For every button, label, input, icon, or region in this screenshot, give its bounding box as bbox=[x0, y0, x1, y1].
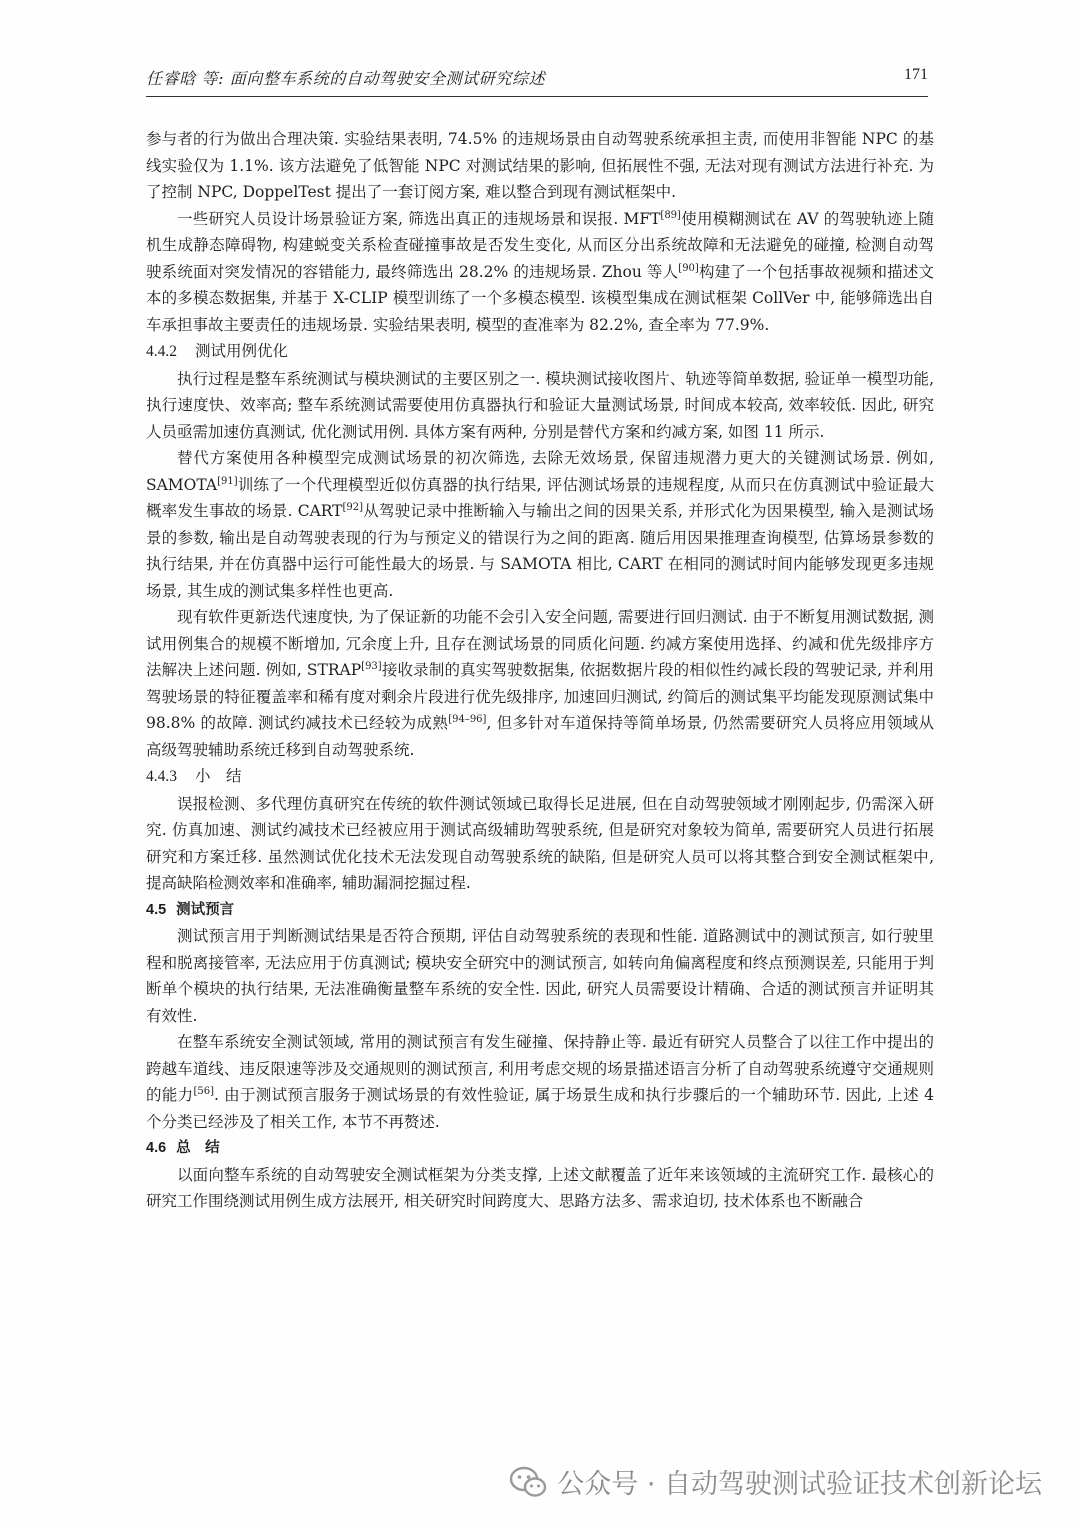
citation: [93] bbox=[361, 661, 382, 672]
citation: [91] bbox=[217, 475, 238, 487]
paragraph-8: 在整车系统安全测试领域, 常用的测试预言有发生碰撞、保持静止等. 最近有研究人员整合了以往工作中提出的跨越车道线、违反限速等涉及交通规则的测试预言, 利用考虑交规的场景描述语言分析了自动驾驶系统遵守交通规则的能力[56]. 由于测试预言服务于测试场景的有效性验证, 属于场景生成和执行步骤后的一个辅助环节. 因此, 上述 4 个分类已经涉及了相关工作, 本节不再赘述. bbox=[146, 1033, 934, 1131]
running-title: 任睿晗 等: 面向整车系统的自动驾驶安全测试研究综述 bbox=[146, 69, 546, 88]
page-number: 171 bbox=[904, 66, 928, 83]
paragraph-2: 一些研究人员设计场景验证方案, 筛选出真正的违规场景和误报. MFT[89]使用模糊测试在 AV 的驾驶轨迹上随机生成静态障碍物, 构建蜕变关系检查碰撞事故是否发生变化, 从而区分出系统故障和无法避免的碰撞, 检测自动驾驶系统面对突发情况的容错能力, 最终筛选出 28.2% 的违规场景. Zhou 等人[90]构建了一个包括事故视频和描述文本的多模态数据集, 并基于 X-CLIP 模型训练了一个多模态模型. 该模型集成在测试框架 CollVer 中, 能够筛选出自车承担事故主要责任的违规场景. 实验结果表明, 模型的查准率为 82.2%, 查全率为 77.9%. bbox=[146, 209, 934, 334]
paragraph-4: 替代方案使用各种模型完成测试场景的初次筛选, 去除无效场景, 保留违规潜力更大的关键测试场景. 例如, SAMOTA[91]训练了一个代理模型近似仿真器的执行结果, 评估测试场景的违规程度, 从而只在仿真测试中验证最大概率发生事故的场景. CART[92]从驾驶记录中推断输入与输出之间的因果关系, 并形式化为因果模型, 输入是测试场景的参数, 输出是自动驾驶表现的行为与预定义的错误行为之间的距离. 随后用因果推理查询模型, 估算场景参数的执行结果, 并在仿真器中运行可能性最大的场景. 与 SAMOTA 相比, CART 在相同的测试时间内能够发现更多违规场景, 其生成的测试集多样性也更高. bbox=[146, 449, 934, 600]
citation: [90] bbox=[678, 262, 699, 274]
paragraph-7: 测试预言用于判断测试结果是否符合预期, 评估自动驾驶系统的表现和性能. 道路测试中的测试预言, 如行驶里程和脱离接管率, 无法应用于仿真测试; 模块安全研究中的测试预言, 如转向角偏离程度和终点预测误差, 只能用于判断单个模块的执行结果, 无法准确衡量整车系统的安全性. 因此, 研究人员需要设计精确、合适的测试预言并证明其有效性. bbox=[146, 927, 934, 1025]
heading-4-5: 4.5 测试预言 bbox=[146, 901, 235, 918]
heading-4-4-3: 4.4.3 小 结 bbox=[146, 767, 242, 785]
heading-4-4-2: 4.4.2 测试用例优化 bbox=[146, 342, 289, 360]
paragraph-9: 以面向整车系统的自动驾驶安全测试框架为分类支撑, 上述文献覆盖了近年来该领域的主流研究工作. 最核心的研究工作围绕测试用例生成方法展开, 相关研究时间跨度大、思路方法多、需求迫切, 技术体系也不断融合 bbox=[146, 1165, 934, 1210]
heading-4-6: 4.6 总 结 bbox=[146, 1140, 220, 1156]
watermark-text: 公众号 · 自动驾驶测试验证技术创新论坛 bbox=[557, 1469, 1042, 1500]
paragraph-6: 误报检测、多代理仿真研究在传统的软件测试领域已取得长足进展, 但在自动驾驶领域才刚刚起步, 仍需深入研究. 仿真加速、测试约减技术已经被应用于测试高级辅助驾驶系统, 但是研究对象较为简单, 需要研究人员进行拓展研究和方案迁移. 虽然测试优化技术无法发现自动驾驶系统的缺陷, 但是研究人员可以将其整合到安全测试框架中, 提高缺陷检测效率和准确率, 辅助漏洞挖掘过程. bbox=[146, 794, 934, 892]
citation: [92] bbox=[342, 502, 364, 513]
citation: [56] bbox=[193, 1086, 214, 1097]
citation: [94–96] bbox=[448, 714, 487, 725]
wechat-icon bbox=[509, 1465, 547, 1499]
running-header bbox=[146, 62, 928, 97]
paragraph-5: 现有软件更新迭代速度快, 为了保证新的功能不会引入安全问题, 需要进行回归测试. 由于不断复用测试数据, 测试用例集合的规模不断增加, 冗余度上升, 且存在测试场景的同质化问题. 约减方案使用选择、约减和优先级排序方法解决上述问题. 例如, STRAP[93]接收录制的真实驾驶数据集, 依据数据片段的相似性约减长段的驾驶记录, 并利用驾驶场景的特征覆盖率和稀有度对剩余片段进行优先级排序, 加速回归测试, 约简后的测试集平均能发现原测试集中 98.8% 的故障. 测试约减技术已经较为成熟[94–96], 但多针对车道保持等简单场景, 仍然需要研究人员将应用领域从高级驾驶辅助系统迁移到自动驾驶系统. bbox=[146, 608, 934, 759]
paragraph-1: 参与者的行为做出合理决策. 实验结果表明, 74.5% 的违规场景由自动驾驶系统承担主责, 而使用非智能 NPC 的基线实验仅为 1.1%. 该方法避免了低智能 NPC 对测试结果的影响, 但拓展性不强, 无法对现有测试方法进行补充. 为了控制 NPC, DoppelTest 提出了一套订阅方案, 难以整合到现有测试框架中. bbox=[146, 130, 934, 201]
paragraph-3: 执行过程是整车系统测试与模块测试的主要区别之一. 模块测试接收图片、轨迹等简单数据, 验证单一模型功能, 执行速度快、效率高; 整车系统测试需要使用仿真器执行和验证大量测试场景, 时间成本较高, 效率较低. 因此, 研究人员亟需加速仿真测试, 优化测试用例. 具体方案有两种, 分别是替代方案和约减方案, 如图 11 所示. bbox=[146, 369, 934, 441]
page-body bbox=[146, 126, 934, 1215]
wechat-watermark bbox=[509, 1462, 1042, 1501]
citation: [89] bbox=[660, 209, 681, 221]
